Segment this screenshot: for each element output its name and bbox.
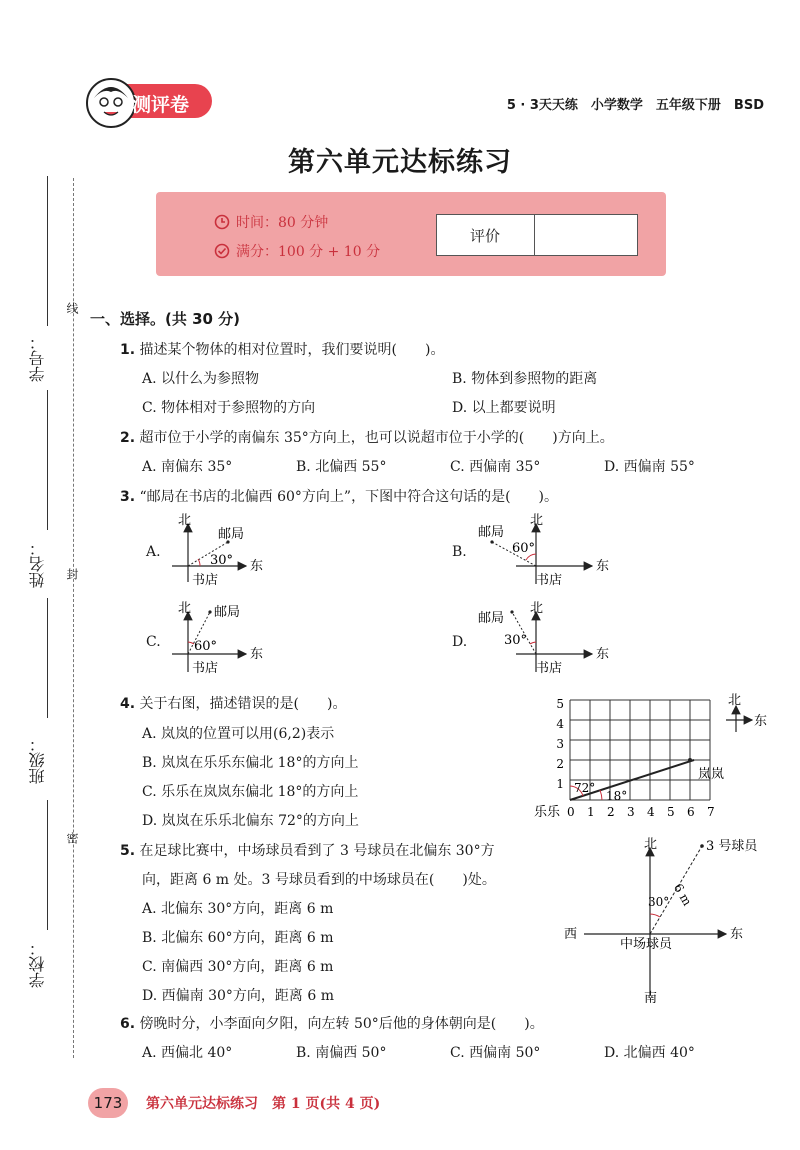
question-1: 1. 描述某个物体的相对位置时，我们要说明( )。 (120, 342, 445, 358)
compass-north-label: 北 (728, 693, 742, 708)
distance-label: 6 m (670, 881, 695, 909)
question-5-line-1: 5. 在足球比赛中，中场球员看到了 3 号球员在北偏东 30°方 (120, 843, 495, 859)
q1-option-b[interactable]: B. 物体到参照物的距离 (452, 371, 598, 387)
seal-mark-line: 线 (65, 302, 79, 314)
bookstore-label: 书店 (536, 573, 563, 588)
evaluation-divider (534, 214, 535, 256)
q3-figure-b (472, 512, 612, 592)
class-label: 班级： (28, 736, 47, 784)
angle-label: 30° (648, 895, 670, 909)
angle-label: 30° (504, 633, 528, 648)
angle-label: 60° (194, 639, 218, 654)
time-limit: 时间：80 分钟 (236, 215, 329, 231)
x-tick: 7 (707, 805, 715, 819)
q4-grid-figure (530, 688, 780, 828)
q2-option-b[interactable]: B. 北偏西 55° (296, 459, 387, 475)
north-label: 北 (178, 601, 192, 616)
post-office-label: 邮局 (214, 605, 241, 620)
north-label: 北 (644, 837, 658, 852)
evaluation-label: 评价 (469, 227, 500, 245)
page-title: 第六单元达标练习 (288, 147, 512, 178)
lanlan-label: 岚岚 (698, 767, 725, 782)
post-office-label: 邮局 (478, 611, 505, 626)
class-underline (47, 598, 48, 718)
q6-option-c[interactable]: C. 西偏南 50° (450, 1045, 541, 1061)
clock-icon (214, 214, 230, 234)
q4-option-c[interactable]: C. 乐乐在岚岚东偏北 18°的方向上 (142, 784, 359, 800)
question-4: 4. 关于右图，描述错误的是( )。 (120, 696, 347, 712)
midfielder-label: 中场球员 (620, 937, 673, 952)
x-tick: 4 (647, 805, 655, 819)
q3-option-d[interactable]: D. (452, 634, 468, 650)
south-label: 南 (644, 991, 658, 1006)
post-office-label: 邮局 (218, 527, 245, 542)
badge-label: 测评卷 (132, 94, 190, 116)
north-label: 北 (530, 513, 544, 528)
q2-option-d[interactable]: D. 西偏南 55° (604, 459, 695, 475)
x-tick: 1 (587, 805, 595, 819)
east-label: 东 (730, 927, 744, 942)
q5-option-d[interactable]: D. 西偏南 30°方向，距离 6 m (142, 988, 334, 1004)
player-3-label: 3 号球员 (706, 839, 758, 854)
q3-option-b[interactable]: B. (452, 544, 467, 560)
x-tick: 3 (627, 805, 635, 819)
east-label: 东 (250, 647, 264, 662)
name-label: 姓名： (28, 540, 47, 588)
q4-option-b[interactable]: B. 岚岚在乐乐东偏北 18°的方向上 (142, 755, 359, 771)
school-label: 学校： (28, 940, 47, 988)
east-label: 东 (596, 647, 610, 662)
east-label: 东 (250, 559, 264, 574)
question-2: 2. 超市位于小学的南偏东 35°方向上，也可以说超市位于小学的( )方向上。 (120, 430, 614, 446)
q3-figure-a (170, 512, 280, 592)
y-tick: 3 (556, 737, 564, 751)
section-heading: 一、选择。(共 30 分) (90, 310, 241, 328)
x-tick: 0 (567, 805, 575, 819)
check-icon (214, 243, 230, 263)
north-label: 北 (178, 513, 192, 528)
name-underline (47, 390, 48, 530)
bookstore-label: 书店 (192, 661, 219, 676)
full-score: 满分：100 分 + 10 分 (236, 244, 381, 260)
q5-option-b[interactable]: B. 北偏东 60°方向，距离 6 m (142, 930, 334, 946)
angle-label: 60° (512, 541, 536, 556)
q3-option-c[interactable]: C. (146, 634, 161, 650)
bookstore-label: 书店 (536, 661, 563, 676)
east-label: 东 (596, 559, 610, 574)
north-label: 北 (530, 601, 544, 616)
q1-option-c[interactable]: C. 物体相对于参照物的方向 (142, 400, 316, 416)
brand-line: 5 · 3天天练 小学数学 五年级下册 BSD (506, 98, 764, 113)
page-number: 173 (88, 1088, 128, 1118)
angle-72-label: 72° (574, 781, 596, 795)
west-label: 西 (564, 927, 578, 942)
q6-option-d[interactable]: D. 北偏西 40° (604, 1045, 695, 1061)
seal-mark-seal: 封 (65, 568, 79, 580)
q1-option-a[interactable]: A. 以什么为参照物 (142, 371, 260, 387)
question-3: 3. “邮局在书店的北偏西 60°方向上”，下图中符合这句话的是( )。 (120, 489, 559, 505)
x-tick: 2 (607, 805, 615, 819)
school-underline (47, 800, 48, 930)
bookstore-label: 书店 (192, 573, 219, 588)
mascot-icon (86, 78, 136, 128)
q6-option-b[interactable]: B. 南偏西 50° (296, 1045, 387, 1061)
q3-figure-d (472, 598, 612, 678)
y-tick: 4 (556, 717, 564, 731)
q1-option-d[interactable]: D. 以上都要说明 (452, 400, 556, 416)
q2-option-a[interactable]: A. 南偏东 35° (142, 459, 233, 475)
seal-mark-secret: 密 (65, 832, 79, 844)
x-tick: 5 (667, 805, 675, 819)
question-6: 6. 傍晚时分，小李面向夕阳，向左转 50°后他的身体朝向是( )。 (120, 1016, 544, 1032)
q3-option-a[interactable]: A. (146, 544, 161, 560)
y-tick: 2 (556, 757, 564, 771)
q5-option-a[interactable]: A. 北偏东 30°方向，距离 6 m (142, 901, 334, 917)
y-tick: 1 (556, 777, 564, 791)
y-tick: 5 (556, 697, 564, 711)
q6-option-a[interactable]: A. 西偏北 40° (142, 1045, 233, 1061)
lele-label: 乐乐 (534, 805, 561, 820)
q3-figure-c (170, 598, 280, 678)
id-underline (47, 176, 48, 326)
x-tick: 6 (687, 805, 695, 819)
post-office-label: 邮局 (478, 525, 505, 540)
q4-option-d[interactable]: D. 岚岚在乐乐北偏东 72°的方向上 (142, 813, 359, 829)
angle-18-label: 18° (606, 789, 628, 803)
compass-east-label: 东 (754, 714, 768, 729)
angle-label: 30° (210, 553, 234, 568)
footer-text: 第六单元达标练习 第 1 页(共 4 页) (146, 1096, 381, 1112)
question-5-line-2: 向，距离 6 m 处。3 号球员看到的中场球员在( )处。 (142, 872, 496, 888)
q2-option-c[interactable]: C. 西偏南 35° (450, 459, 541, 475)
q4-option-a[interactable]: A. 岚岚的位置可以用(6,2)表示 (142, 726, 335, 742)
q5-compass-figure (560, 834, 780, 1006)
id-label: 学号： (28, 334, 47, 382)
q5-option-c[interactable]: C. 南偏西 30°方向，距离 6 m (142, 959, 334, 975)
